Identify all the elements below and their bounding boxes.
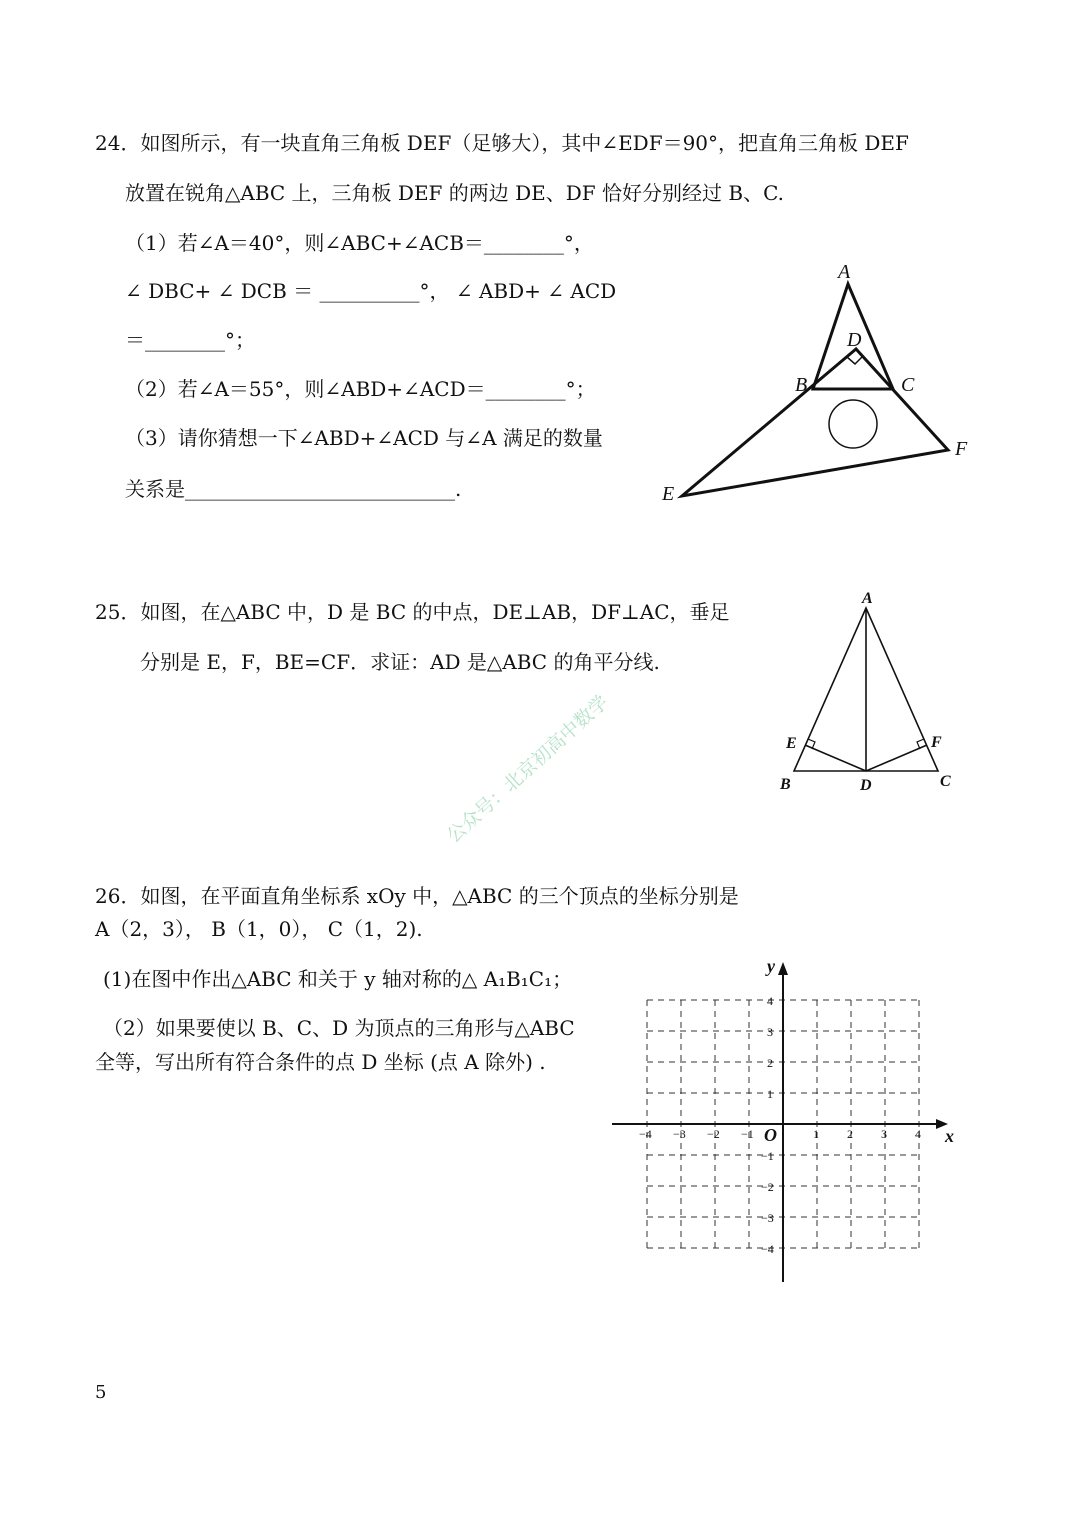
- x-tick-label: −3: [673, 1127, 686, 1141]
- label-f: F: [955, 438, 968, 460]
- q25-line-1: 25．如图，在△ABC 中，D 是 BC 的中点，DE⊥AB，DF⊥AC，垂足: [95, 600, 730, 624]
- page-number: 5: [95, 1382, 107, 1403]
- q24-part1-line: （1）若∠A＝40°，则∠ABC+∠ACB＝________°，: [125, 231, 594, 255]
- y-tick-label: 1: [767, 1087, 773, 1101]
- q26-coordinate-grid: [600, 950, 980, 1290]
- q24-line-2: 放置在锐角△ABC 上，三角板 DEF 的两边 DE、DF 恰好分别经过 B、C.: [125, 181, 785, 205]
- right-angle-mark: [847, 356, 863, 364]
- x-axis-label: x: [945, 1126, 954, 1146]
- y-tick-label: −4: [761, 1242, 774, 1256]
- set-square-hole: [829, 400, 877, 448]
- q24-part1-line-2: ∠ DBC+ ∠ DCB ＝ __________°， ∠ ABD+ ∠ ACD: [125, 279, 617, 303]
- q25-figure: [770, 585, 970, 795]
- q24-line-1: 24．如图所示，有一块直角三角板 DEF（足够大），其中∠EDF＝90°，把直角三角板 DEF: [95, 131, 909, 155]
- label-a: A: [862, 590, 873, 607]
- y-axis-label: y: [767, 956, 775, 976]
- q25-line-2: 分别是 E，F，BE=CF．求证：AD 是△ABC 的角平分线.: [140, 650, 660, 674]
- q26-part2-line-2: 全等，写出所有符合条件的点 D 坐标 (点 A 除外) .: [95, 1050, 546, 1074]
- x-tick-label: 1: [813, 1127, 819, 1141]
- label-c: C: [940, 773, 951, 790]
- x-tick-label: 4: [915, 1127, 921, 1141]
- label-b: B: [780, 776, 791, 793]
- x-tick-label: −2: [707, 1127, 720, 1141]
- set-square-def: [682, 349, 948, 496]
- label-d: D: [847, 329, 862, 351]
- y-tick-label: 2: [767, 1056, 773, 1070]
- q26-part1-line: (1)在图中作出△ABC 和关于 y 轴对称的△ A₁B₁C₁；: [103, 967, 573, 991]
- segment-de: [805, 745, 866, 771]
- y-tick-label: −1: [761, 1149, 774, 1163]
- label-b: B: [795, 374, 808, 396]
- q24-part1-line-3: ＝________°；: [125, 328, 255, 352]
- x-tick-label: −4: [639, 1127, 652, 1141]
- q24-part3-line: （3）请你猜想一下∠ABD+∠ACD 与∠A 满足的数量: [125, 426, 603, 450]
- y-tick-label: 3: [767, 1025, 773, 1039]
- label-d: D: [860, 777, 872, 794]
- x-tick-label: −1: [741, 1127, 754, 1141]
- segment-df: [866, 745, 927, 771]
- y-axis-arrow: [778, 962, 788, 975]
- q26-line-2: A（2，3）， B（1，0）， C（1，2).: [95, 917, 423, 941]
- y-tick-label: −2: [761, 1180, 774, 1194]
- q26-line-1: 26．如图，在平面直角坐标系 xOy 中，△ABC 的三个顶点的坐标分别是: [95, 884, 739, 908]
- y-tick-label: 4: [767, 994, 773, 1008]
- q24-part3-line-2: 关系是___________________________.: [125, 477, 462, 501]
- x-tick-label: 2: [847, 1127, 853, 1141]
- label-e: E: [786, 735, 797, 752]
- q24-figure: [650, 255, 990, 515]
- label-e: E: [662, 483, 675, 505]
- label-f: F: [931, 734, 942, 751]
- y-tick-label: −3: [761, 1211, 774, 1225]
- watermark: 公众号：北京初高中数学: [442, 691, 613, 848]
- origin-label: O: [764, 1125, 777, 1145]
- label-c: C: [901, 374, 915, 396]
- label-a: A: [838, 261, 851, 283]
- x-tick-label: 3: [881, 1127, 887, 1141]
- q24-part2-line: （2）若∠A＝55°，则∠ABD+∠ACD＝________°；: [125, 377, 596, 401]
- q26-part2-line: （2）如果要使以 B、C、D 为顶点的三角形与△ABC: [103, 1016, 575, 1040]
